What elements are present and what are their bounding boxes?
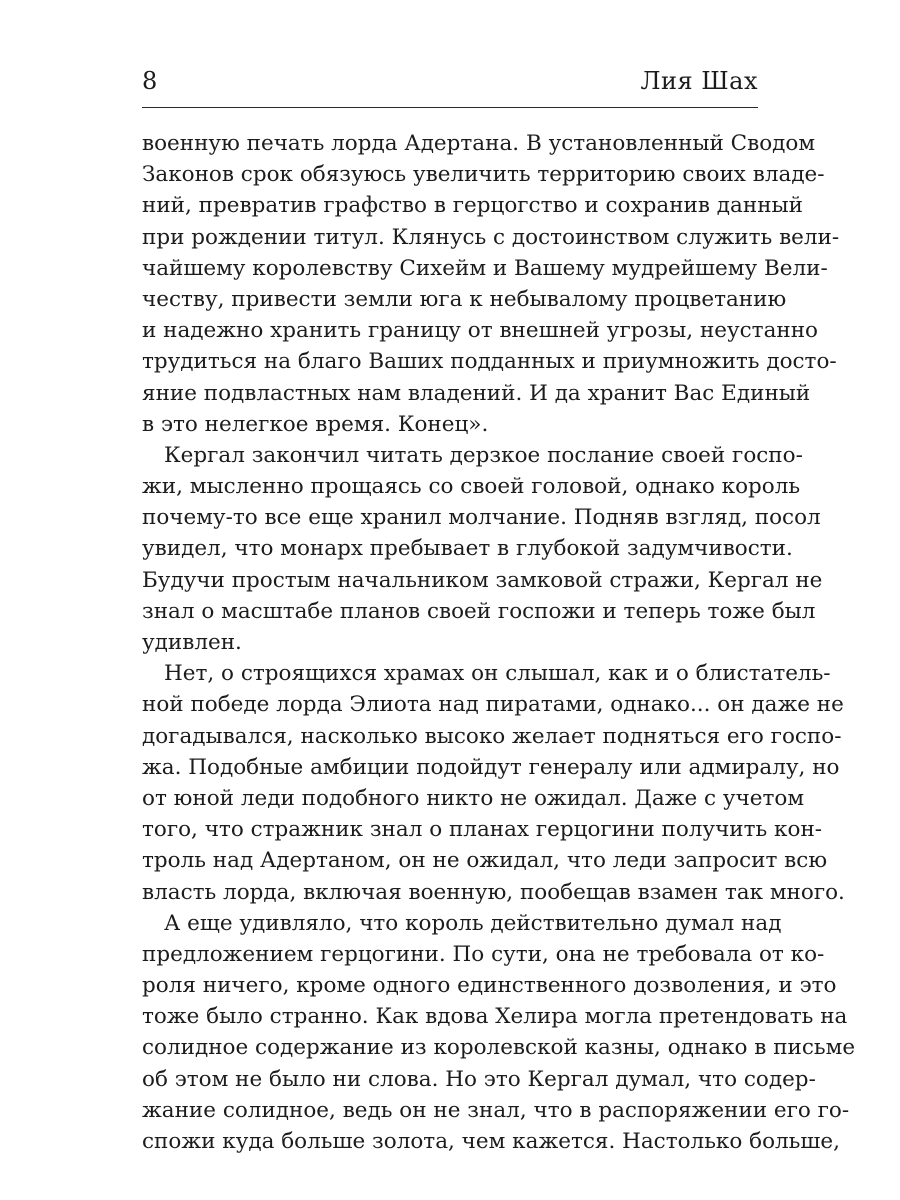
text-line: почему-то все еще хранил молчание. Подняв взгляд, посол	[142, 505, 821, 531]
text-line: Законов срок обязуюсь увеличить территорию своих владе-	[142, 162, 825, 188]
text-line: и надежно хранить границу от внешней угрозы, неустанно	[142, 318, 819, 344]
page-number: 8	[142, 67, 158, 95]
text-line: троль над Адертаном, он не ожидал, что леди запросит всю	[142, 848, 828, 874]
text-line: догадывался, насколько высоко желает подняться его госпо-	[142, 723, 842, 749]
text-line: увидел, что монарх пребывает в глубокой задумчивости.	[142, 536, 793, 562]
text-line: спожи куда больше золота, чем кажется. Настолько больше,	[142, 1129, 840, 1154]
text-line: Нет, о строящихся храмах он слышал, как и о блистатель-	[164, 661, 831, 687]
text-line: в это нелегкое время. Конец».	[142, 411, 489, 437]
text-line: от юной леди подобного никто не ожидал. Даже с учетом	[142, 785, 805, 811]
text-line: власть лорда, включая военную, пообещав взамен так много.	[142, 879, 845, 905]
text-line: трудиться на благо Ваших подданных и приумножить досто-	[142, 349, 837, 375]
text-line: жание солидное, ведь он не знал, что в распоряжении его го-	[142, 1097, 850, 1123]
body-text	[142, 128, 856, 1157]
text-line: знал о масштабе планов своей госпожи и теперь тоже был	[142, 598, 816, 624]
text-line: Будучи простым начальником замковой стражи, Кергал не	[142, 567, 823, 593]
header-rule	[142, 107, 758, 108]
text-line: честву, привести земли юга к небывалому процветанию	[142, 286, 787, 312]
text-line: того, что стражник знал о планах герцогини получить кон-	[142, 817, 823, 843]
text-line: удивлен.	[142, 630, 242, 655]
text-line: А еще удивляло, что король действительно думал над	[164, 910, 782, 936]
text-line: военную печать лорда Адертана. В установленный Сводом	[142, 131, 816, 156]
text-line: тоже было странно. Как вдова Хелира могла претендовать на	[142, 1004, 848, 1030]
text-line: Кергал закончил читать дерзкое послание своей госпо-	[164, 442, 803, 468]
page-header	[142, 62, 758, 102]
text-line: жи, мысленно прощаясь со своей головой, однако король	[142, 474, 801, 500]
text-line: яние подвластных нам владений. И да хранит Вас Единый	[142, 380, 811, 406]
text-line: роля ничего, кроме одного единственного дозволения, и это	[142, 973, 837, 999]
text-line: при рождении титул. Клянусь с достоинством служить вели-	[142, 224, 840, 250]
text-line: жа. Подобные амбиции подойдут генералу или адмиралу, но	[142, 754, 840, 780]
text-line: ний, превратив графство в герцогство и сохранив данный	[142, 193, 803, 219]
text-line: ной победе лорда Элиота над пиратами, однако... он даже не	[142, 692, 844, 718]
running-head-author: Лия Шах	[640, 67, 758, 95]
text-line: чайшему королевству Сихейм и Вашему мудрейшему Вели-	[142, 255, 828, 281]
text-line: солидное содержание из королевской казны, однако в письме	[142, 1035, 856, 1061]
text-line: предложением герцогини. По сути, она не требовала от ко-	[142, 941, 825, 967]
text-line: об этом не было ни слова. Но это Кергал думал, что содер-	[142, 1066, 816, 1092]
